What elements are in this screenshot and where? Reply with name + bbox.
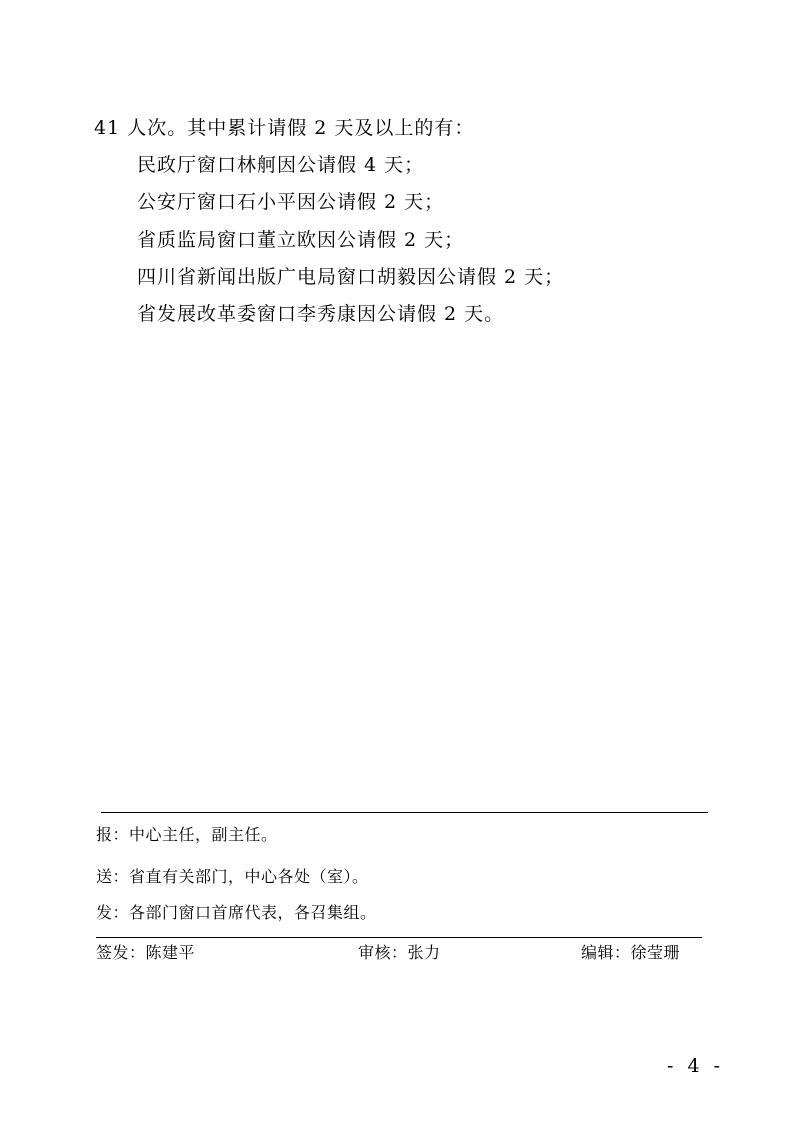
body-line-leave-item: 省质监局窗口董立欧因公请假 2 天；: [137, 229, 465, 251]
body-line-leave-item: 四川省新闻出版广电局窗口胡毅因公请假 2 天；: [137, 266, 565, 288]
issue-to-line: 发：各部门窗口首席代表，各召集组。: [96, 903, 377, 922]
body-line-summary: 41 人次。其中累计请假 2 天及以上的有：: [94, 117, 475, 139]
footer-bottom-rule: [96, 937, 702, 938]
body-line-leave-item: 民政厅窗口林舸因公请假 4 天；: [137, 154, 425, 176]
reviewer-signature: 审核：张力: [358, 943, 441, 962]
body-line-leave-item: 省发展改革委窗口李秀康因公请假 2 天。: [137, 303, 505, 325]
footer-top-rule: [101, 812, 708, 813]
body-line-leave-item: 公安厅窗口石小平因公请假 2 天；: [137, 191, 445, 213]
send-to-line: 送：省直有关部门，中心各处（室）。: [96, 867, 369, 886]
editor-signature: 编辑：徐莹珊: [581, 943, 681, 962]
page-number: - 4 -: [667, 1055, 725, 1077]
report-to-line: 报：中心主任，副主任。: [96, 825, 278, 844]
issuer-signature: 签发：陈建平: [96, 943, 196, 962]
